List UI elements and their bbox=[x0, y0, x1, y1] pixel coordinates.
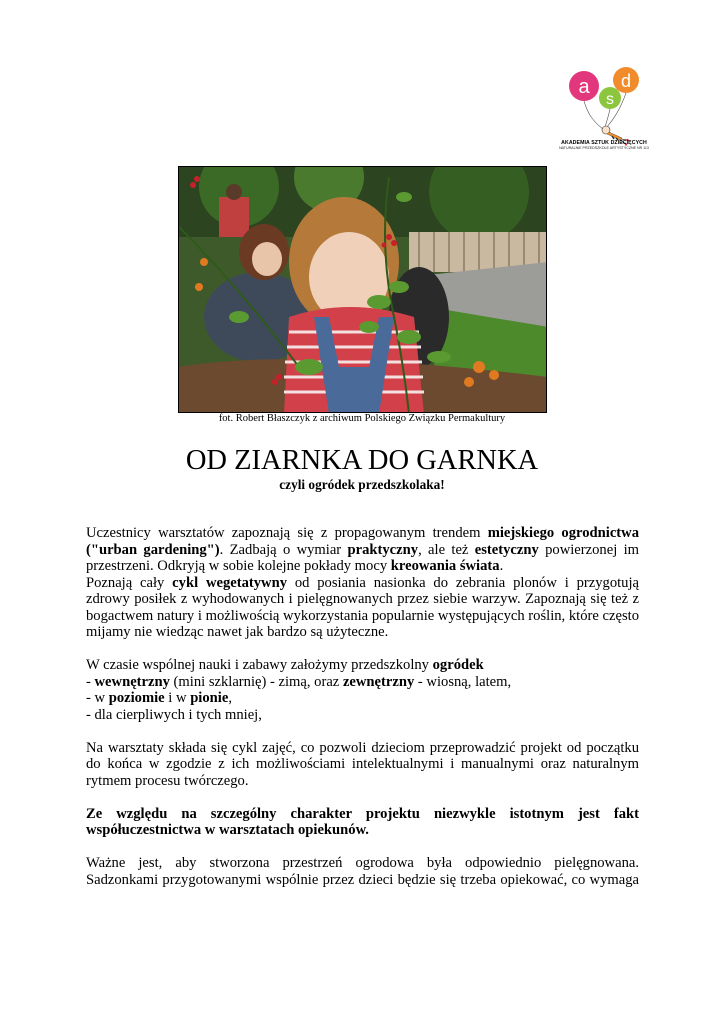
garden-photo bbox=[178, 166, 547, 413]
logo-caption bbox=[556, 141, 652, 151]
paragraph-4: Na warsztaty składa się cykl zajęć, co pozwoli dzieciom przeprowadzić projekt od początku do końca w zgodzie z ich możliwościami intelektualnymi i manualnymi oraz naturalnym rytmem procesu twórczego. bbox=[86, 739, 639, 789]
logo-letter-s: s bbox=[606, 91, 614, 108]
logo-letter-d: d bbox=[620, 71, 632, 91]
logo-tagline: NATURALNIE PRZEDSZKOLE ARTYSTYCZNE NR 113 bbox=[559, 145, 649, 150]
page-title: OD ZIARNKA DO GARNKA bbox=[185, 445, 539, 476]
paragraph-6: Ważne jest, aby stworzona przestrzeń ogrodowa była odpowiednio pielęgnowana. Sadzonkami przygotowanymi wspólnie przez dzieci będzie się trzeba opiekować, co wymaga bbox=[86, 855, 639, 888]
paragraph-1: Uczestnicy warsztatów zapoznają się z propagowanym trendem miejskiego ogrodnictwa ("urban gardening"). Zadbają o wymiar praktyczny, ale też estetyczny powierzonej im przestrzeni. Odkryją w sobie kolejne pokłady mocy kreowania świata. bbox=[86, 525, 639, 574]
paragraph-2: Poznają cały cykl wegetatywny od posiania nasionka do zebrania plonów i przygotują zdrowy posiłek z wyhodowanych i pielęgnowanych przez siebie warzyw. Zapoznają się też z bogactwem natury i możliwością wykorzystania popularnie występujących roślin, które często mijamy nie wiedząc nawet jak bardzo są użyteczne. bbox=[86, 574, 639, 640]
body-text bbox=[86, 525, 639, 888]
page-subtitle: czyli ogródek przedszkolaka! bbox=[279, 477, 445, 492]
logo-name: AKADEMIA SZTUK DZIECIĘCYCH bbox=[561, 140, 647, 146]
photo-caption: fot. Robert Błaszczyk z archiwum Polskiego Związku Permakultury bbox=[218, 413, 506, 424]
paragraph-3: W czasie wspólnej nauki i zabawy założymy przedszkolny ogródek - wewnętrzny (mini szklarnię) - zimą, oraz zewnętrzny - wiosną, latem, - w poziomie i w pionie, - dla cierpliwych i tych mniej, bbox=[86, 657, 512, 723]
paragraph-5: Ze względu na szczególny charakter projektu niezwykle istotnym jest fakt współuczestnictwa w warsztatach opiekunów. bbox=[86, 805, 639, 838]
logo-letter-a: a bbox=[578, 76, 590, 98]
